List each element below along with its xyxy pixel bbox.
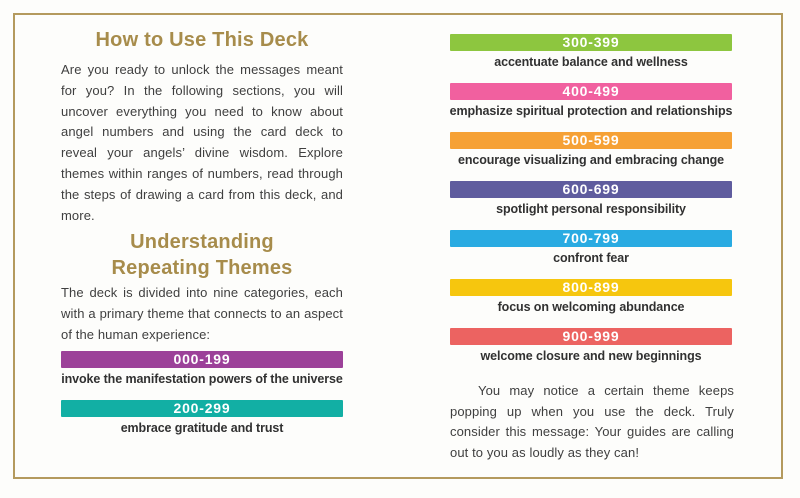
theme-row [450,279,732,316]
theme-range-bar: 000-199 [61,351,343,368]
theme-caption: invoke the manifestation powers of the universe [61,372,343,386]
theme-row [450,181,732,218]
theme-caption: spotlight personal responsibility [496,202,686,216]
theme-row [450,34,732,71]
theme-range-bar: 600-699 [450,181,732,198]
theme-range-bar: 200-299 [61,400,343,417]
theme-caption: welcome closure and new beginnings [480,349,702,363]
outro-paragraph: You may notice a certain theme keeps popping up when you use the deck. Truly consider this message: Your guides are calling out to you as loudly as they can! [450,383,734,460]
theme-caption: focus on welcoming abundance [497,300,685,314]
theme-range-bar: 900-999 [450,328,732,345]
theme-row [450,83,732,120]
theme-caption: embrace gratitude and trust [120,421,284,435]
theme-range-bar: 700-799 [450,230,732,247]
themes-intro-paragraph: The deck is divided into nine categories, each with a primary theme that connects to an aspect of the human experience: [61,285,343,342]
theme-caption: confront fear [553,251,629,265]
heading-line-2: Repeating Themes [111,257,293,279]
intro-paragraph: Are you ready to unlock the messages meant for you? In the following sections, you will uncover everything you need to know about angel numbers and using the card deck to reveal your angels’ divine wisdom. Explore themes within ranges of numbers, read through the steps of drawing a card from this deck, and more. [61,62,343,223]
theme-caption: emphasize spiritual protection and relationships [449,104,733,118]
theme-row [450,230,732,267]
heading-line-1: Understanding [130,231,274,253]
heading-understanding-repeating-themes [61,229,343,281]
theme-list-right [450,34,732,377]
theme-range-bar: 800-899 [450,279,732,296]
theme-range-bar: 500-599 [450,132,732,149]
theme-caption: accentuate balance and wellness [494,55,688,69]
theme-row [61,400,343,437]
theme-caption: encourage visualizing and embracing change [457,153,724,167]
heading-how-to-use-this-deck: How to Use This Deck [95,29,309,51]
theme-list-left [61,351,343,449]
theme-range-bar: 300-399 [450,34,732,51]
theme-row [61,351,343,388]
theme-row [450,132,732,169]
theme-row [450,328,732,365]
theme-range-bar: 400-499 [450,83,732,100]
